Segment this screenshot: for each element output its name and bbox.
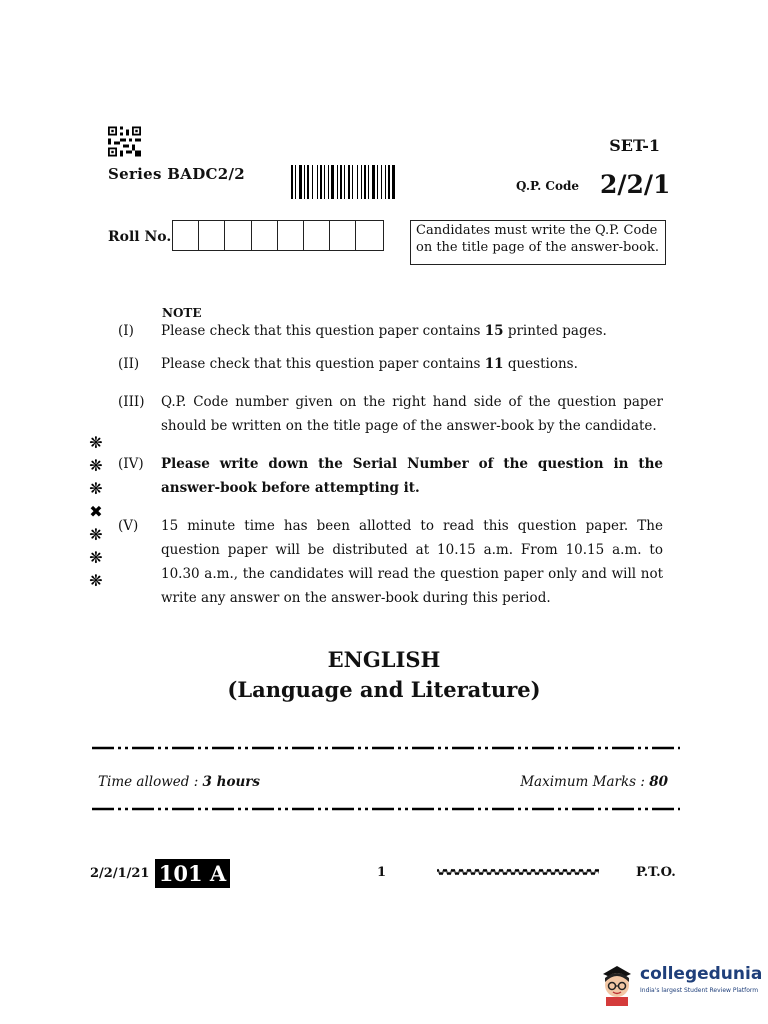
barcode (291, 165, 443, 199)
page-number: 1 (377, 865, 387, 880)
qp-code: 2/2/1 (600, 170, 671, 199)
note-item-number: (I) (118, 323, 134, 339)
qp-code-label: Q.P. Code (516, 179, 580, 193)
brand-name: collegedunia (640, 964, 763, 984)
svg-text:❋: ❋ (89, 571, 103, 590)
roll-number-boxes[interactable] (172, 220, 384, 251)
roll-number-label: Roll No. (108, 229, 172, 245)
roll-number-box[interactable] (199, 221, 225, 250)
divider-line (92, 806, 680, 812)
maximum-marks: Maximum Marks : 80 (520, 774, 668, 790)
svg-text:❋: ❋ (89, 548, 103, 567)
divider-line (92, 745, 680, 751)
time-allowed: Time allowed : 3 hours (98, 774, 260, 790)
squiggle-line (437, 866, 599, 878)
paper-code: 2/2/1/21 (90, 866, 150, 881)
subject-title: ENGLISH (327, 647, 441, 672)
note-item-number: (IV) (118, 456, 144, 472)
note-item-text: 15 minute time has been allotted to read this question paper. The question paper will be distributed at 10.15 a.m. From 10.15 a.m. to 10.30 a.m., the candidates will read the question paper only and will not write any answer on the answer-book during this period. (161, 518, 663, 606)
svg-text:❋: ❋ (89, 456, 103, 475)
set-label: SET-1 (609, 136, 660, 155)
svg-text:✖: ✖ (89, 502, 103, 521)
roll-number-box[interactable] (278, 221, 304, 250)
note-item-number: (V) (118, 518, 139, 534)
roll-number-box[interactable] (252, 221, 278, 250)
note-item-text: Please write down the Serial Number of the question in the answer-book before attempting it. (161, 456, 663, 496)
roll-number-box[interactable] (173, 221, 199, 250)
series-label: Series BADC2/2 (108, 165, 246, 183)
candidate-instruction-line: on the title page of the answer-book. (416, 240, 659, 255)
svg-text:❋: ❋ (89, 525, 103, 544)
note-item-number: (III) (118, 394, 145, 410)
paper-code-box: 101 A (155, 859, 230, 888)
svg-text:❋: ❋ (89, 479, 103, 498)
security-marks (86, 430, 106, 590)
note-title: NOTE (162, 306, 202, 320)
pto-label: P.T.O. (636, 865, 676, 880)
note-item-text: Please check that this question paper contains 15 printed pages. (161, 323, 607, 339)
note-item-text: Q.P. Code number given on the right hand side of the question paper should be written on the title page of the answer-book by the candidate. (161, 394, 663, 434)
brand-tagline: India's largest Student Review Platform (640, 987, 759, 994)
candidate-instruction-box (410, 220, 666, 265)
roll-number-box[interactable] (330, 221, 356, 250)
collegedunia-logo-icon (597, 960, 637, 1006)
roll-number-box[interactable] (304, 221, 330, 250)
note-item-number: (II) (118, 356, 140, 372)
roll-number-box[interactable] (356, 221, 382, 250)
subject-heading (0, 645, 768, 705)
note-item-text: Please check that this question paper contains 11 questions. (161, 356, 578, 372)
candidate-instruction-line: Candidates must write the Q.P. Code (416, 223, 658, 238)
roll-number-box[interactable] (225, 221, 251, 250)
svg-text:❋: ❋ (89, 433, 103, 452)
qr-code (108, 126, 141, 157)
subject-subtitle: (Language and Literature) (227, 677, 541, 702)
